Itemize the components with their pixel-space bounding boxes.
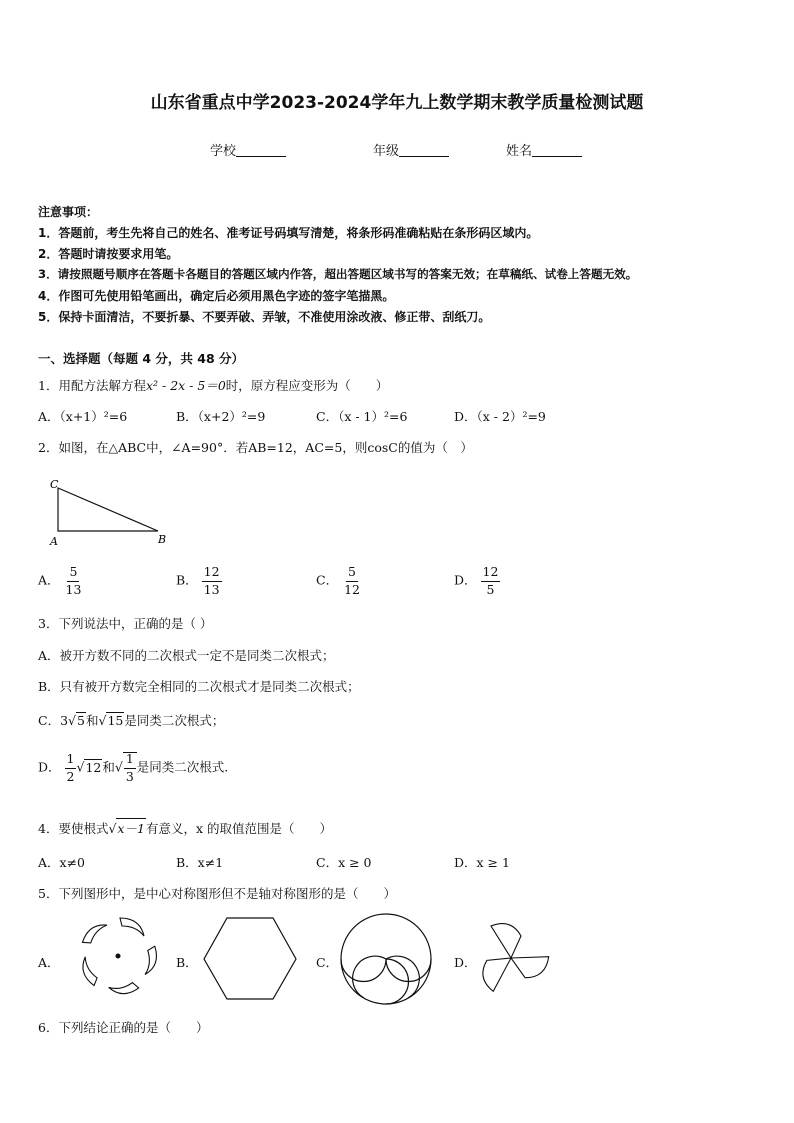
notice-item: 4．作图可先使用铅笔画出，确定后必须用黑色字迹的签字笔描黑。 bbox=[38, 289, 395, 303]
option-d[interactable]: D． $\frac{1}{2}$ √12和√ $\frac{1}{3}$ 是同类二次根式. bbox=[38, 751, 229, 784]
option-b[interactable]: B．（x+2）²=9 bbox=[176, 409, 266, 424]
numerator: 12 bbox=[202, 566, 222, 582]
option-a[interactable]: A． bbox=[38, 955, 60, 970]
q4-stem-post: 有意义，x 的取值范围是（ ） bbox=[145, 821, 332, 836]
question-5-stem: 5．下列图形中，是中心对称图形但不是轴对称图形的是（ ） bbox=[38, 886, 396, 901]
question-6-stem: 6．下列结论正确的是（ ） bbox=[38, 1020, 209, 1035]
q4-stem-pre: 4．要使根式 bbox=[38, 821, 109, 836]
grade-label: 年级 bbox=[373, 144, 400, 159]
coefficient: 3 bbox=[60, 713, 69, 728]
vertex-label-c: C bbox=[50, 478, 59, 491]
numerator: 1 bbox=[65, 753, 77, 769]
crescent-pinwheel-figure bbox=[75, 918, 163, 1002]
option-d[interactable]: D．x ≥ 1 bbox=[454, 855, 510, 870]
question-4-stem: 4．要使根式√x－1有意义，x 的取值范围是（ ） bbox=[38, 818, 332, 837]
vertex-label-a: A bbox=[50, 535, 58, 548]
q1-stem-pre: 1．用配方法解方程 bbox=[38, 378, 146, 393]
option-d[interactable]: D． bbox=[454, 955, 477, 970]
option-b[interactable]: B． bbox=[176, 955, 198, 970]
option-tail: 是同类二次根式. bbox=[136, 759, 229, 775]
option-b[interactable]: B．x≠1 bbox=[176, 855, 224, 870]
notice-item: 3．请按照题号顺序在答题卡各题目的答题区域内作答，超出答题区域书写的答案无效；在草稿纸、试卷上答题无效。 bbox=[38, 267, 638, 281]
page-title: 山东省重点中学2023-2024学年九上数学期末教学质量检测试题 bbox=[150, 93, 644, 113]
denominator: 3 bbox=[125, 768, 134, 784]
section-heading: 一、选择题（每题 4 分，共 48 分） bbox=[38, 351, 245, 366]
option-letter: D． bbox=[38, 759, 61, 775]
vertex-label-b: B bbox=[158, 533, 167, 546]
radicand: 15 bbox=[107, 713, 124, 728]
question-2-stem: 2．如图，在△ABC中，∠A=90°．若AB=12，AC=5，则cosC的值为（ ） bbox=[38, 440, 473, 455]
q1-stem-post: 时，原方程应变形为（ ） bbox=[225, 378, 389, 393]
denominator: 12 bbox=[344, 581, 360, 597]
option-letter: A． bbox=[38, 572, 60, 588]
hexagon-figure bbox=[204, 918, 296, 999]
notice-heading: 注意事项： bbox=[38, 205, 99, 219]
option-letter: B． bbox=[176, 572, 198, 588]
notice-item: 2．答题时请按要求用笔。 bbox=[38, 247, 179, 261]
circle-trefoil-figure bbox=[341, 914, 431, 1004]
three-blade-pinwheel-figure bbox=[476, 924, 551, 993]
q1-equation: x² - 2x - 5＝0 bbox=[145, 378, 226, 393]
option-a[interactable]: A．x≠0 bbox=[38, 855, 86, 870]
denominator: 5 bbox=[486, 581, 495, 597]
numerator: 1 bbox=[124, 753, 136, 769]
notice-item: 1．答题前，考生先将自己的姓名、准考证号码填写清楚，将条形码准确粘贴在条形码区域内。 bbox=[38, 226, 539, 240]
option-a[interactable]: A．（x+1）²=6 bbox=[38, 409, 128, 424]
option-letter: C． bbox=[38, 713, 61, 728]
option-c[interactable]: C．（x - 1）²=6 bbox=[316, 409, 408, 424]
option-c[interactable]: C．3√5和√15是同类二次根式； bbox=[38, 713, 225, 728]
radicand-text: x－1 bbox=[117, 821, 145, 836]
option-c[interactable]: C． bbox=[316, 955, 339, 970]
option-c[interactable]: C．x ≥ 0 bbox=[316, 855, 372, 870]
option-b[interactable]: B．只有被开方数完全相同的二次根式才是同类二次根式； bbox=[38, 679, 360, 694]
radicand: 5 bbox=[77, 713, 85, 728]
option-letter: C． bbox=[316, 572, 339, 588]
denominator: 13 bbox=[65, 581, 82, 597]
option-d[interactable]: D．（x - 2）²=9 bbox=[454, 409, 546, 424]
question-3-stem: 3．下列说法中，正确的是（ ） bbox=[38, 616, 213, 631]
option-tail: 是同类二次根式； bbox=[124, 713, 225, 728]
name-label: 姓名 bbox=[506, 144, 533, 159]
denominator: 2 bbox=[66, 768, 75, 784]
numerator: 5 bbox=[67, 566, 79, 582]
option-a[interactable]: A．被开方数不同的二次根式一定不是同类二次根式； bbox=[38, 648, 335, 663]
radicand: 12 bbox=[85, 759, 102, 775]
notice-item: 5．保持卡面清洁，不要折暴、不要弄破、弄皱，不准使用涂改液、修正带、刮纸刀。 bbox=[38, 310, 491, 324]
conjunction: 和 bbox=[102, 759, 115, 775]
school-label: 学校 bbox=[210, 144, 237, 159]
conjunction: 和 bbox=[85, 713, 99, 728]
numerator: 5 bbox=[346, 566, 358, 582]
option-letter: D． bbox=[454, 572, 477, 588]
denominator: 13 bbox=[203, 581, 220, 597]
numerator: 12 bbox=[481, 566, 501, 582]
